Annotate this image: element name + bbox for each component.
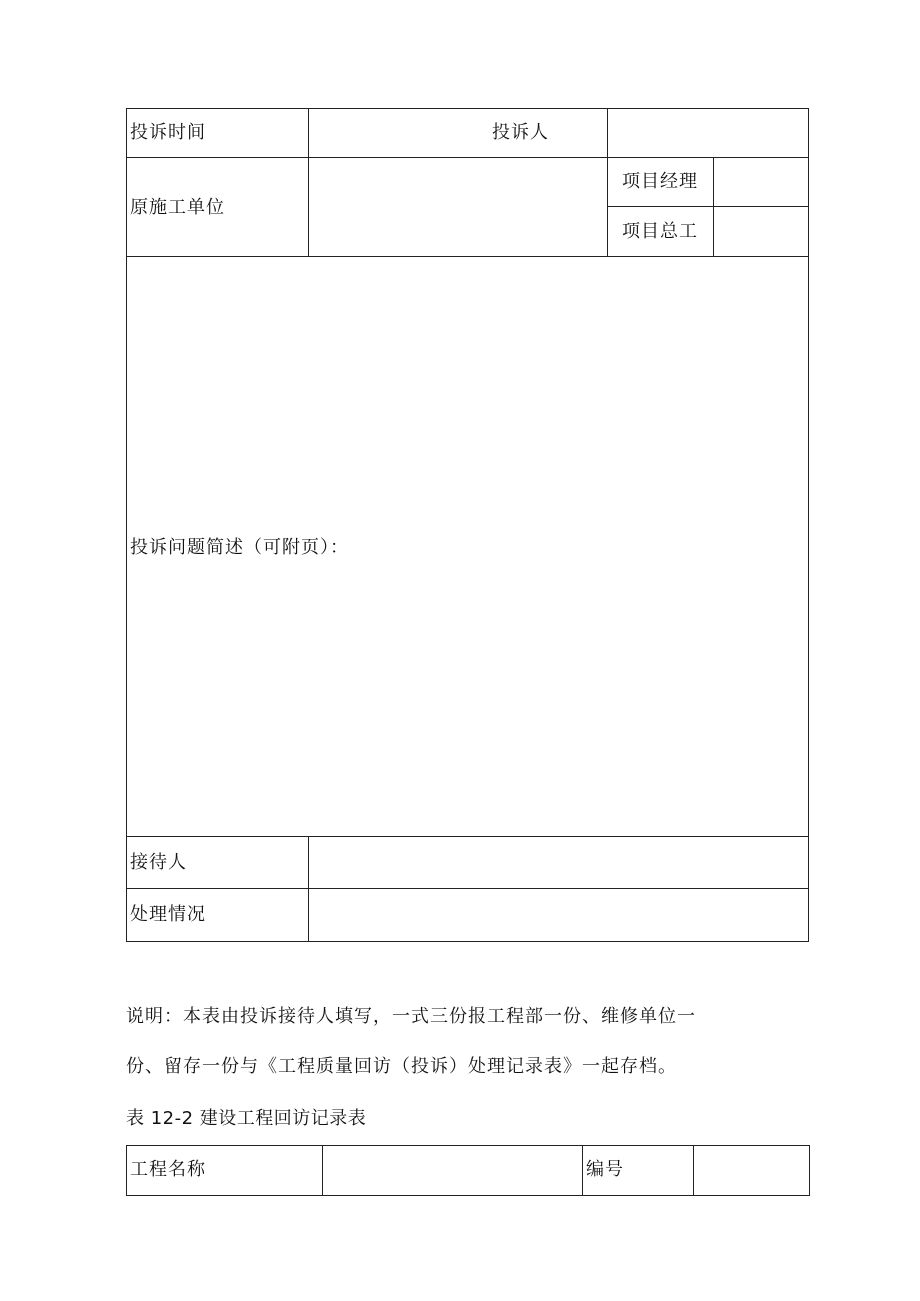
complainant-value[interactable] bbox=[608, 109, 808, 157]
number-value[interactable] bbox=[694, 1146, 809, 1195]
handling-label: 处理情况 bbox=[130, 904, 206, 925]
chief-engineer-value[interactable] bbox=[714, 207, 808, 256]
handling-value[interactable] bbox=[309, 889, 808, 941]
table-border-left bbox=[126, 1145, 127, 1196]
project-manager-label: 项目经理 bbox=[622, 171, 698, 192]
receiver-label: 接待人 bbox=[130, 852, 187, 873]
note-line-2: 份、留存一份与《工程质量回访（投诉）处理记录表》一起存档。 bbox=[126, 1056, 677, 1077]
table-border-bottom bbox=[126, 941, 809, 942]
original-unit-value[interactable] bbox=[309, 158, 607, 256]
project-name-label: 工程名称 bbox=[130, 1159, 206, 1180]
project-name-value[interactable] bbox=[323, 1146, 582, 1195]
table-caption: 表 12-2 建设工程回访记录表 bbox=[126, 1108, 367, 1129]
original-unit-label: 原施工单位 bbox=[130, 197, 225, 218]
problem-description-label: 投诉问题简述（可附页）： bbox=[130, 537, 349, 558]
complaint-time-label: 投诉时间 bbox=[130, 122, 206, 143]
complainant-label: 投诉人 bbox=[492, 122, 549, 143]
table-col-divider bbox=[582, 1145, 583, 1196]
problem-description-area[interactable] bbox=[127, 257, 808, 836]
note-line-1: 说明：本表由投诉接待人填写，一式三份报工程部一份、维修单位一 bbox=[126, 1006, 696, 1027]
table-border-right bbox=[809, 1145, 810, 1196]
chief-engineer-label: 项目总工 bbox=[622, 221, 698, 242]
project-manager-value[interactable] bbox=[714, 158, 808, 206]
complaint-time-value[interactable] bbox=[309, 109, 607, 157]
number-label: 编号 bbox=[586, 1159, 624, 1180]
table-border-right bbox=[808, 108, 809, 942]
receiver-value[interactable] bbox=[309, 837, 808, 888]
table-border-bottom bbox=[126, 1195, 810, 1196]
